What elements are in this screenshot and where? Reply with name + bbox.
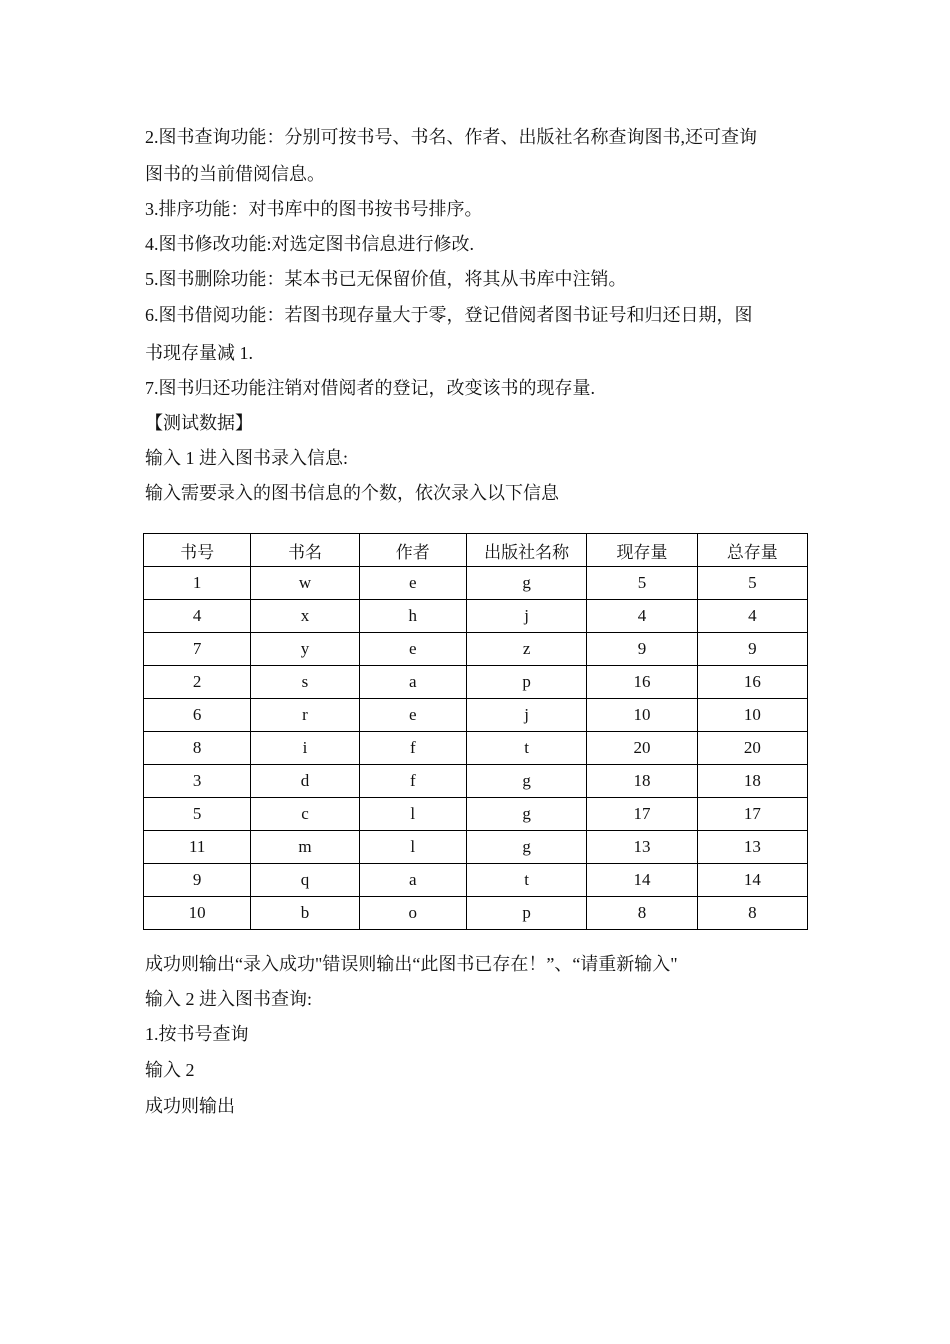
table-cell: 13: [587, 831, 697, 864]
table-cell: 16: [587, 666, 697, 699]
table-cell: 6: [144, 699, 251, 732]
text-line: 5.图书删除功能：某本书已无保留价值，将其从书库中注销。: [145, 269, 627, 289]
table-cell: 20: [697, 732, 807, 765]
table-cell: j: [466, 699, 586, 732]
column-header: 现存量: [587, 534, 697, 567]
table-cell: x: [251, 600, 359, 633]
table-cell: 4: [697, 600, 807, 633]
table-cell: 10: [144, 897, 251, 930]
column-header: 总存量: [697, 534, 807, 567]
text-line: 6.图书借阅功能：若图书现存量大于零，登记借阅者图书证号和归还日期，图: [145, 305, 753, 325]
text-line: 7.图书归还功能注销对借阅者的登记，改变该书的现存量.: [145, 378, 595, 398]
table-row: [144, 666, 808, 699]
text-line: 图书的当前借阅信息。: [145, 164, 325, 184]
table-cell: f: [359, 765, 466, 798]
section-heading: 【测试数据】: [145, 413, 253, 433]
text-line: 4.图书修改功能:对选定图书信息进行修改.: [145, 234, 474, 254]
table-cell: 10: [587, 699, 697, 732]
table-cell: 17: [697, 798, 807, 831]
table-cell: 9: [587, 633, 697, 666]
table-cell: z: [466, 633, 586, 666]
table-cell: g: [466, 567, 586, 600]
table-cell: s: [251, 666, 359, 699]
table-cell: 2: [144, 666, 251, 699]
table-cell: h: [359, 600, 466, 633]
table-cell: 5: [697, 567, 807, 600]
table-cell: l: [359, 798, 466, 831]
text-line: 3.排序功能：对书库中的图书按书号排序。: [145, 199, 483, 219]
table-cell: 3: [144, 765, 251, 798]
table-cell: 11: [144, 831, 251, 864]
table-cell: 18: [587, 765, 697, 798]
book-table: [143, 533, 808, 930]
table-cell: 8: [697, 897, 807, 930]
table-cell: g: [466, 798, 586, 831]
table-cell: 4: [587, 600, 697, 633]
table-cell: r: [251, 699, 359, 732]
column-header: 书号: [144, 534, 251, 567]
table-cell: i: [251, 732, 359, 765]
table-row: [144, 864, 808, 897]
table-cell: 9: [697, 633, 807, 666]
table-cell: a: [359, 666, 466, 699]
table-row: [144, 633, 808, 666]
table-cell: f: [359, 732, 466, 765]
text-line: 1.按书号查询: [145, 1024, 249, 1044]
table-cell: m: [251, 831, 359, 864]
table-cell: 16: [697, 666, 807, 699]
table-cell: g: [466, 765, 586, 798]
table-cell: t: [466, 732, 586, 765]
table-cell: d: [251, 765, 359, 798]
table-cell: 14: [697, 864, 807, 897]
table-cell: e: [359, 699, 466, 732]
text-line: 成功则输出: [145, 1096, 235, 1116]
table-cell: e: [359, 567, 466, 600]
text-line: 成功则输出“录入成功"错误则输出“此图书已存在！”、“请重新输入": [145, 954, 678, 974]
table-row: [144, 897, 808, 930]
table-cell: 9: [144, 864, 251, 897]
table-row: [144, 831, 808, 864]
table-cell: e: [359, 633, 466, 666]
table-cell: 4: [144, 600, 251, 633]
table-cell: w: [251, 567, 359, 600]
table-cell: 7: [144, 633, 251, 666]
table-cell: b: [251, 897, 359, 930]
table-cell: a: [359, 864, 466, 897]
text-line: 书现存量减 1.: [145, 343, 253, 363]
table-cell: 10: [697, 699, 807, 732]
text-line: 输入 2: [145, 1060, 195, 1080]
column-header: 书名: [251, 534, 359, 567]
table-cell: 17: [587, 798, 697, 831]
table-cell: 20: [587, 732, 697, 765]
text-line: 输入 1 进入图书录入信息:: [145, 448, 348, 468]
table-cell: 8: [144, 732, 251, 765]
table-cell: y: [251, 633, 359, 666]
text-line: 输入需要录入的图书信息的个数，依次录入以下信息: [145, 483, 559, 503]
table-row: [144, 567, 808, 600]
text-line: 输入 2 进入图书查询:: [145, 989, 313, 1009]
table-cell: 5: [587, 567, 697, 600]
table-row: [144, 600, 808, 633]
table-row: [144, 699, 808, 732]
column-header: 出版社名称: [466, 534, 586, 567]
table-cell: 5: [144, 798, 251, 831]
text-line: 2.图书查询功能：分别可按书号、书名、作者、出版社名称查询图书,还可查询: [145, 127, 757, 147]
table-cell: 14: [587, 864, 697, 897]
table-cell: 18: [697, 765, 807, 798]
table-cell: p: [466, 897, 586, 930]
table-cell: o: [359, 897, 466, 930]
table-cell: 1: [144, 567, 251, 600]
table-cell: p: [466, 666, 586, 699]
column-header: 作者: [359, 534, 466, 567]
table-cell: q: [251, 864, 359, 897]
table-cell: 13: [697, 831, 807, 864]
table-cell: l: [359, 831, 466, 864]
table-header-row: [144, 534, 808, 567]
table-row: [144, 765, 808, 798]
table-cell: g: [466, 831, 586, 864]
table-cell: t: [466, 864, 586, 897]
table-row: [144, 798, 808, 831]
table-cell: j: [466, 600, 586, 633]
table-row: [144, 732, 808, 765]
table-cell: 8: [587, 897, 697, 930]
table-cell: c: [251, 798, 359, 831]
